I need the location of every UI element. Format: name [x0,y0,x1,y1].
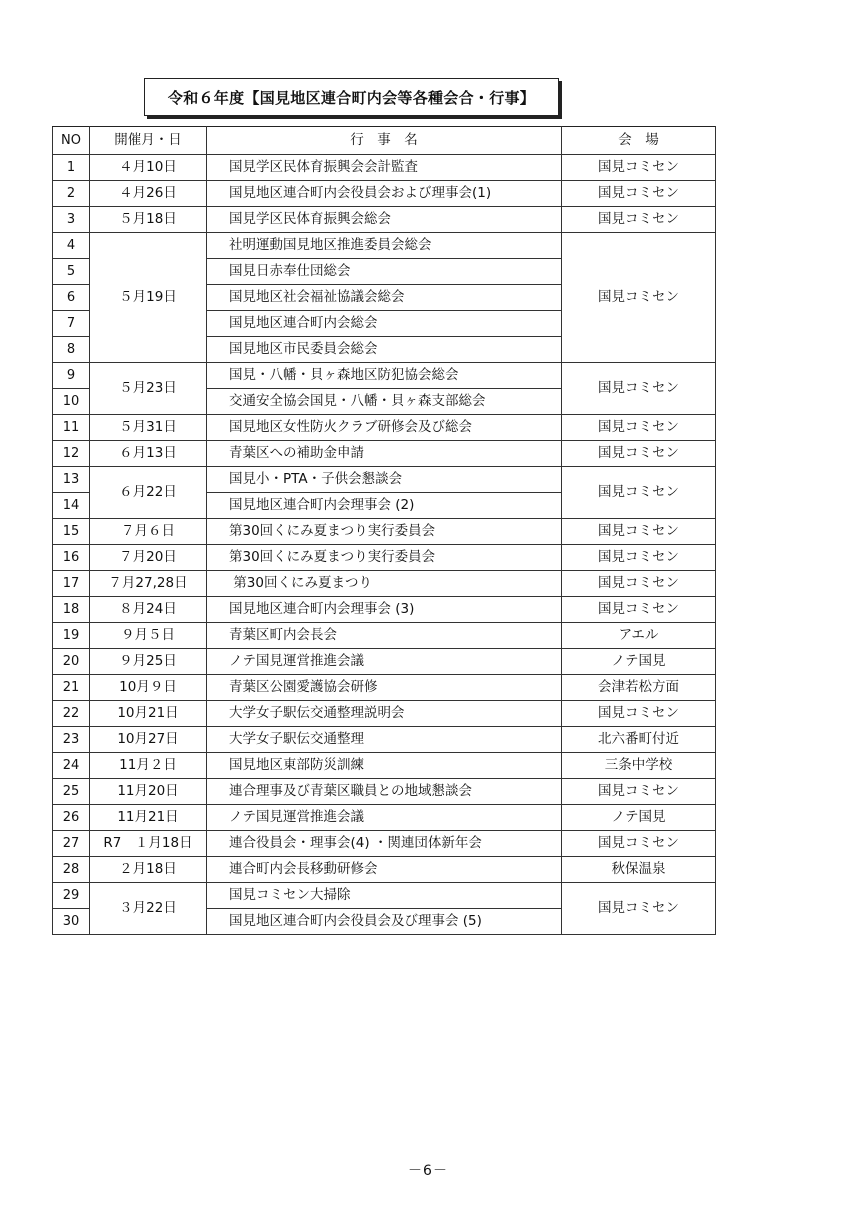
row-venue: 国見コミセン [562,597,716,623]
row-event: 国見地区連合町内会理事会 (2) [207,493,562,519]
page-number: －6－ [408,1163,448,1179]
row-no: 24 [53,753,90,779]
row-venue: 国見コミセン [562,571,716,597]
table-row [53,415,716,441]
row-date: ６月22日 [90,467,207,519]
row-date: ９月25日 [90,649,207,675]
row-date: ７月20日 [90,545,207,571]
table-row [53,467,716,493]
table-row [53,857,716,883]
row-no: 21 [53,675,90,701]
row-no: 20 [53,649,90,675]
row-venue: 国見コミセン [562,467,716,519]
row-event: ノテ国見運営推進会議 [207,805,562,831]
row-venue: 国見コミセン [562,441,716,467]
header-event: 行 事 名 [207,127,562,155]
table-row [53,519,716,545]
row-venue: 国見コミセン [562,779,716,805]
row-no: 7 [53,311,90,337]
header-venue: 会 場 [562,127,716,155]
table-row [53,805,716,831]
row-date: ４月26日 [90,181,207,207]
row-event: 連合理事及び青葉区職員との地域懇談会 [207,779,562,805]
table-row [53,831,716,857]
table-row [53,571,716,597]
row-event: 国見地区市民委員会総会 [207,337,562,363]
row-date: ５月31日 [90,415,207,441]
row-event: 国見日赤奉仕団総会 [207,259,562,285]
row-venue: 国見コミセン [562,233,716,363]
row-no: 12 [53,441,90,467]
row-date: 11月20日 [90,779,207,805]
row-no: 29 [53,883,90,909]
row-no: 25 [53,779,90,805]
row-date: ９月５日 [90,623,207,649]
row-event: 国見地区連合町内会理事会 (3) [207,597,562,623]
row-date: 10月21日 [90,701,207,727]
table-row [53,597,716,623]
table-row [53,623,716,649]
row-date: 10月９日 [90,675,207,701]
row-no: 18 [53,597,90,623]
row-date: 10月27日 [90,727,207,753]
row-venue: 国見コミセン [562,363,716,415]
table-row [53,727,716,753]
row-event: 国見地区社会福祉協議会総会 [207,285,562,311]
row-no: 5 [53,259,90,285]
row-venue: 国見コミセン [562,415,716,441]
row-no: 4 [53,233,90,259]
table-row [53,545,716,571]
row-date: ７月27,28日 [90,571,207,597]
table-row [53,649,716,675]
table-row [53,753,716,779]
row-date: R7 １月18日 [90,831,207,857]
row-venue: 国見コミセン [562,701,716,727]
table-row [53,155,716,181]
row-no: 1 [53,155,90,181]
row-no: 19 [53,623,90,649]
row-no: 10 [53,389,90,415]
row-venue: 北六番町付近 [562,727,716,753]
row-no: 2 [53,181,90,207]
row-event: 国見・八幡・貝ヶ森地区防犯協会総会 [207,363,562,389]
row-venue: 会津若松方面 [562,675,716,701]
row-event: 国見学区民体育振興会会計監査 [207,155,562,181]
table-row [53,883,716,909]
row-event: 第30回くにみ夏まつり実行委員会 [207,545,562,571]
row-no: 13 [53,467,90,493]
row-no: 17 [53,571,90,597]
row-date: ３月22日 [90,883,207,935]
row-venue: 秋保温泉 [562,857,716,883]
table-row [53,675,716,701]
row-event: 大学女子駅伝交通整理 [207,727,562,753]
table-row [53,779,716,805]
row-date: 11月21日 [90,805,207,831]
header-date: 開催月・日 [90,127,207,155]
row-event: 交通安全協会国見・八幡・貝ヶ森支部総会 [207,389,562,415]
row-no: 26 [53,805,90,831]
row-event: 国見コミセン大掃除 [207,883,562,909]
row-no: 28 [53,857,90,883]
row-event: 青葉区町内会長会 [207,623,562,649]
row-no: 27 [53,831,90,857]
table-header-row [53,127,716,155]
row-venue: 国見コミセン [562,155,716,181]
row-event: 国見地区連合町内会総会 [207,311,562,337]
row-date: ８月24日 [90,597,207,623]
document-title: 令和６年度【国見地区連合町内会等各種会合・行事】 [167,88,536,107]
table-row [53,363,716,389]
row-event: 第30回くにみ夏まつり実行委員会 [207,519,562,545]
row-date: ５月23日 [90,363,207,415]
events-table [52,126,716,935]
row-date: ５月19日 [90,233,207,363]
table-row [53,441,716,467]
row-venue: 国見コミセン [562,545,716,571]
row-no: 15 [53,519,90,545]
row-venue: ノテ国見 [562,805,716,831]
row-venue: 国見コミセン [562,519,716,545]
row-venue: 国見コミセン [562,831,716,857]
row-event: 国見学区民体育振興会総会 [207,207,562,233]
header-no: NO [53,127,90,155]
row-event: 国見地区東部防災訓練 [207,753,562,779]
row-date: ４月10日 [90,155,207,181]
table-row [53,233,716,259]
row-venue: 国見コミセン [562,181,716,207]
row-venue: ノテ国見 [562,649,716,675]
document-title-box [144,78,559,116]
row-no: 16 [53,545,90,571]
row-no: 14 [53,493,90,519]
row-event: 国見小・PTA・子供会懇談会 [207,467,562,493]
row-venue: 三条中学校 [562,753,716,779]
row-date: 11月２日 [90,753,207,779]
row-event: 大学女子駅伝交通整理説明会 [207,701,562,727]
row-no: 11 [53,415,90,441]
row-no: 6 [53,285,90,311]
row-date: ５月18日 [90,207,207,233]
row-event: 青葉区公園愛護協会研修 [207,675,562,701]
row-event: 連合役員会・理事会(4) ・関連団体新年会 [207,831,562,857]
row-no: 22 [53,701,90,727]
row-no: 8 [53,337,90,363]
row-event: 連合町内会長移動研修会 [207,857,562,883]
row-event: 国見地区連合町内会役員会及び理事会 (5) [207,909,562,935]
row-event: 国見地区女性防火クラブ研修会及び総会 [207,415,562,441]
row-no: 3 [53,207,90,233]
row-event: 社明運動国見地区推進委員会総会 [207,233,562,259]
table-row [53,181,716,207]
row-venue: 国見コミセン [562,883,716,935]
table-row [53,701,716,727]
row-no: 23 [53,727,90,753]
row-no: 30 [53,909,90,935]
row-date: ６月13日 [90,441,207,467]
row-event: 青葉区への補助金申請 [207,441,562,467]
row-venue: アエル [562,623,716,649]
row-no: 9 [53,363,90,389]
table-row [53,207,716,233]
row-event: ノテ国見運営推進会議 [207,649,562,675]
row-date: ７月６日 [90,519,207,545]
row-date: ２月18日 [90,857,207,883]
row-event: 国見地区連合町内会役員会および理事会(1) [207,181,562,207]
row-venue: 国見コミセン [562,207,716,233]
row-event: 第30回くにみ夏まつり [207,571,562,597]
